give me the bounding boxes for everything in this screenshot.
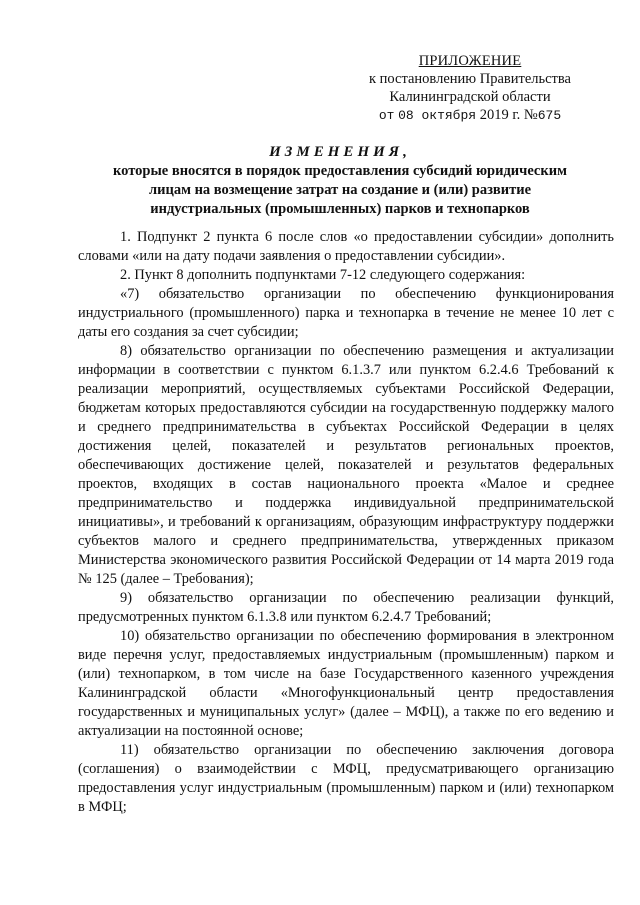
paragraph-1: 1. Подпункт 2 пункта 6 после слов «о предоставлении субсидии» дополнить словами «или на дату подачи заявления о предоставлении субсидии». <box>78 229 614 264</box>
paragraph-3: «7) обязательство организации по обеспечению функционирования индустриального (промышленного) парка и технопарка в течение не менее 10 лет с даты его создания за счет субсидии; <box>78 286 614 340</box>
document-number: 675 <box>537 108 562 123</box>
heading-line-3: индустриальных (промышленных) парков и технопарков <box>150 201 530 217</box>
date-value: 08 октября <box>398 108 477 123</box>
paragraph-7: 11) обязательство организации по обеспечению заключения договора (соглашения) о взаимодействии с МФЦ, предусматривающего организацию предоставления услуг индустриальным (промышленным) парком и (или) технопарком в МФЦ; <box>78 742 614 815</box>
appendix-line-1: к постановлению Правительства <box>369 71 571 87</box>
year-number-label: 2019 г. № <box>479 107 538 123</box>
appendix-block <box>330 52 610 125</box>
date-prefix: от <box>378 108 395 123</box>
heading-title: ИЗМЕНЕНИЯ, <box>269 144 411 160</box>
paragraph-5: 9) обязательство организации по обеспечению реализации функций, предусмотренных пунктом 6.1.3.8 или пунктом 6.2.4.7 Требований; <box>78 590 614 625</box>
paragraph-6: 10) обязательство организации по обеспечению формирования в электронном виде перечня услуг, предоставляемых индустриальным (промышленным) парком и (или) технопарком, в том числе на базе Государственного казенного учреждения Калининградской области «Многофункциональный центр предоставления государственных и муниципальных услуг» (далее – МФЦ), а также по его ведению и актуализации на постоянной основе; <box>78 628 614 739</box>
document-body <box>78 228 614 817</box>
heading-line-1: которые вносятся в порядок предоставления субсидий юридическим <box>113 163 567 179</box>
appendix-date-line <box>379 106 561 125</box>
paragraph-4: 8) обязательство организации по обеспечению размещения и актуализации информации в соответствии с пунктом 6.1.3.7 или пунктом 6.2.4.6 Требований к реализации мероприятий, осуществляемых субъектами Российской Федерации, бюджетам которых предоставляются субсидии на государственную поддержку малого и среднего предпринимательства в субъектах Российской Федерации в целях достижения целей, показателей и результатов региональных проектов, обеспечивающих достижение целей, показателей и результатов федеральных проектов, входящих в состав национального проекта «Малое и среднее предпринимательство и поддержка индивидуальной предпринимательской инициативы», и требований к организациям, образующим инфраструктуру поддержки субъектов малого и среднего предпринимательства, утвержденных приказом Министерства экономического развития Российской Федерации от 14 марта 2019 года № 125 (далее – Требования); <box>78 343 614 587</box>
document-heading <box>70 143 610 219</box>
appendix-line-2: Калининградской области <box>389 89 551 105</box>
heading-line-2: лицам на возмещение затрат на создание и (или) развитие <box>148 182 532 198</box>
paragraph-2: 2. Пункт 8 дополнить подпунктами 7-12 следующего содержания: <box>120 267 526 283</box>
appendix-title: ПРИЛОЖЕНИЕ <box>418 53 522 69</box>
